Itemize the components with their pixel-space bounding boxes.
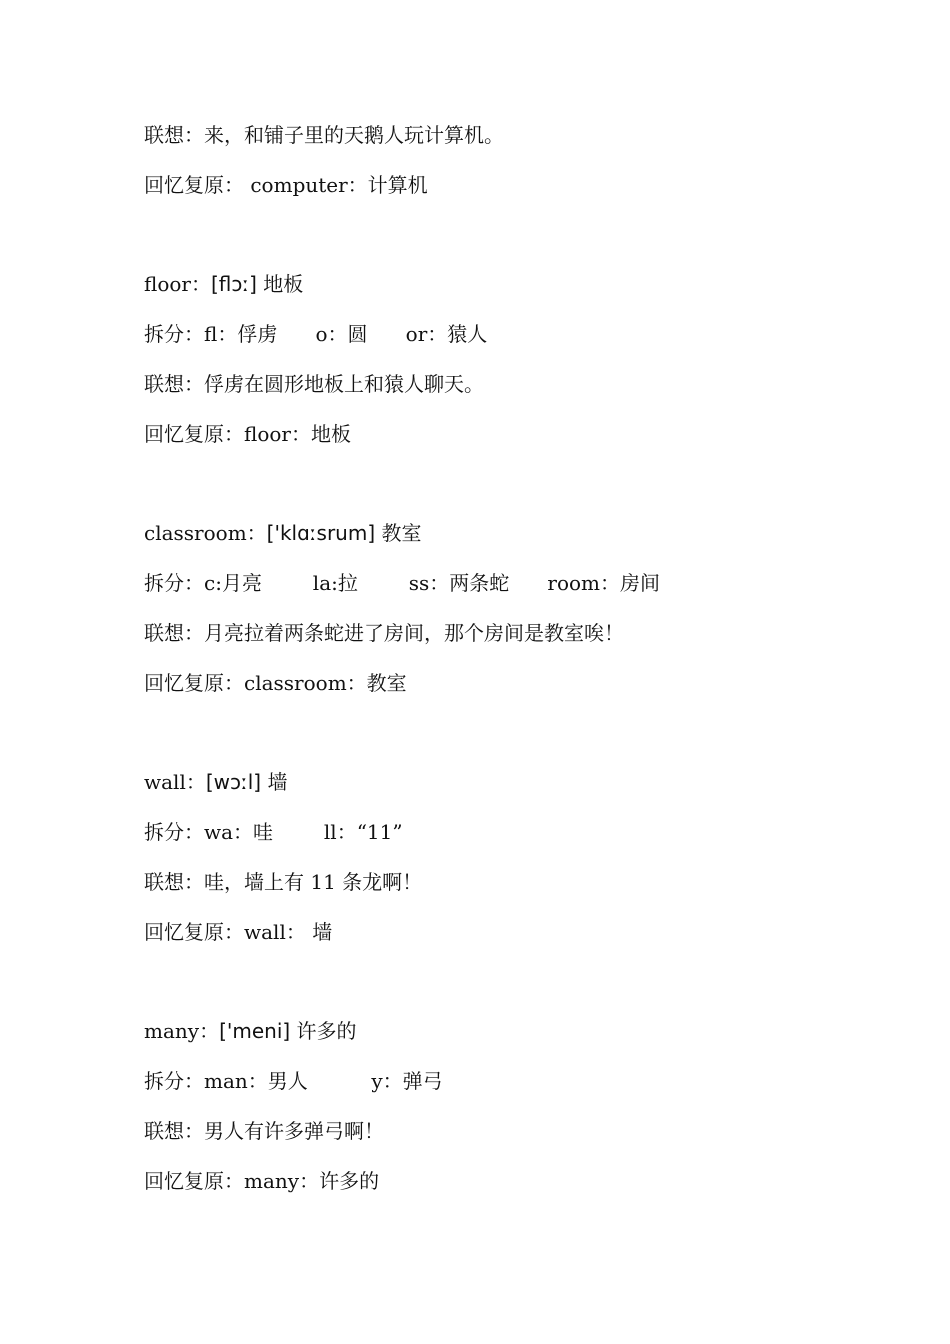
phonetic: [wɔːl]	[205, 770, 262, 794]
intro-recall: 回忆复原： computer：计算机	[144, 173, 428, 197]
entry-wall-split: 拆分：wa：哇 ll：“11”	[144, 820, 403, 844]
entry-wall-heading	[144, 769, 287, 795]
entry-classroom-split: 拆分：c:月亮 la:拉 ss：两条蛇 room：房间	[144, 571, 660, 595]
intro-association: 联想：来，和铺子里的天鹅人玩计算机。	[144, 123, 504, 147]
phonetic: ['klɑːsrum]	[266, 521, 376, 545]
word: floor：	[144, 272, 211, 296]
phonetic: [flɔː]	[210, 272, 257, 296]
entry-floor-association: 联想：俘虏在圆形地板上和猿人聊天。	[144, 372, 484, 396]
entry-many-split: 拆分：man：男人 y：弹弓	[144, 1069, 443, 1093]
entry-many-association: 联想：男人有许多弹弓啊！	[144, 1119, 384, 1143]
meaning: 墙	[261, 770, 288, 794]
meaning: 教室	[375, 521, 422, 545]
entry-floor-split: 拆分：fl：俘虏 o：圆 or：猿人	[144, 322, 488, 346]
word: many：	[144, 1019, 220, 1043]
word: wall：	[144, 770, 206, 794]
entry-classroom-recall: 回忆复原：classroom：教室	[144, 671, 407, 695]
entry-many-heading	[144, 1018, 357, 1044]
entry-wall-recall: 回忆复原：wall： 墙	[144, 920, 333, 944]
entry-classroom-heading	[144, 520, 422, 546]
word: classroom：	[144, 521, 267, 545]
entry-floor-recall: 回忆复原：floor：地板	[144, 422, 351, 446]
meaning: 许多的	[290, 1019, 357, 1043]
meaning: 地板	[256, 272, 304, 296]
phonetic: ['meni]	[219, 1019, 291, 1043]
entry-many-recall: 回忆复原：many：许多的	[144, 1169, 380, 1193]
entry-floor-heading	[144, 271, 303, 297]
entry-classroom-association: 联想：月亮拉着两条蛇进了房间，那个房间是教室唉！	[144, 621, 624, 645]
entry-wall-association: 联想：哇，墙上有 11 条龙啊！	[144, 870, 423, 894]
